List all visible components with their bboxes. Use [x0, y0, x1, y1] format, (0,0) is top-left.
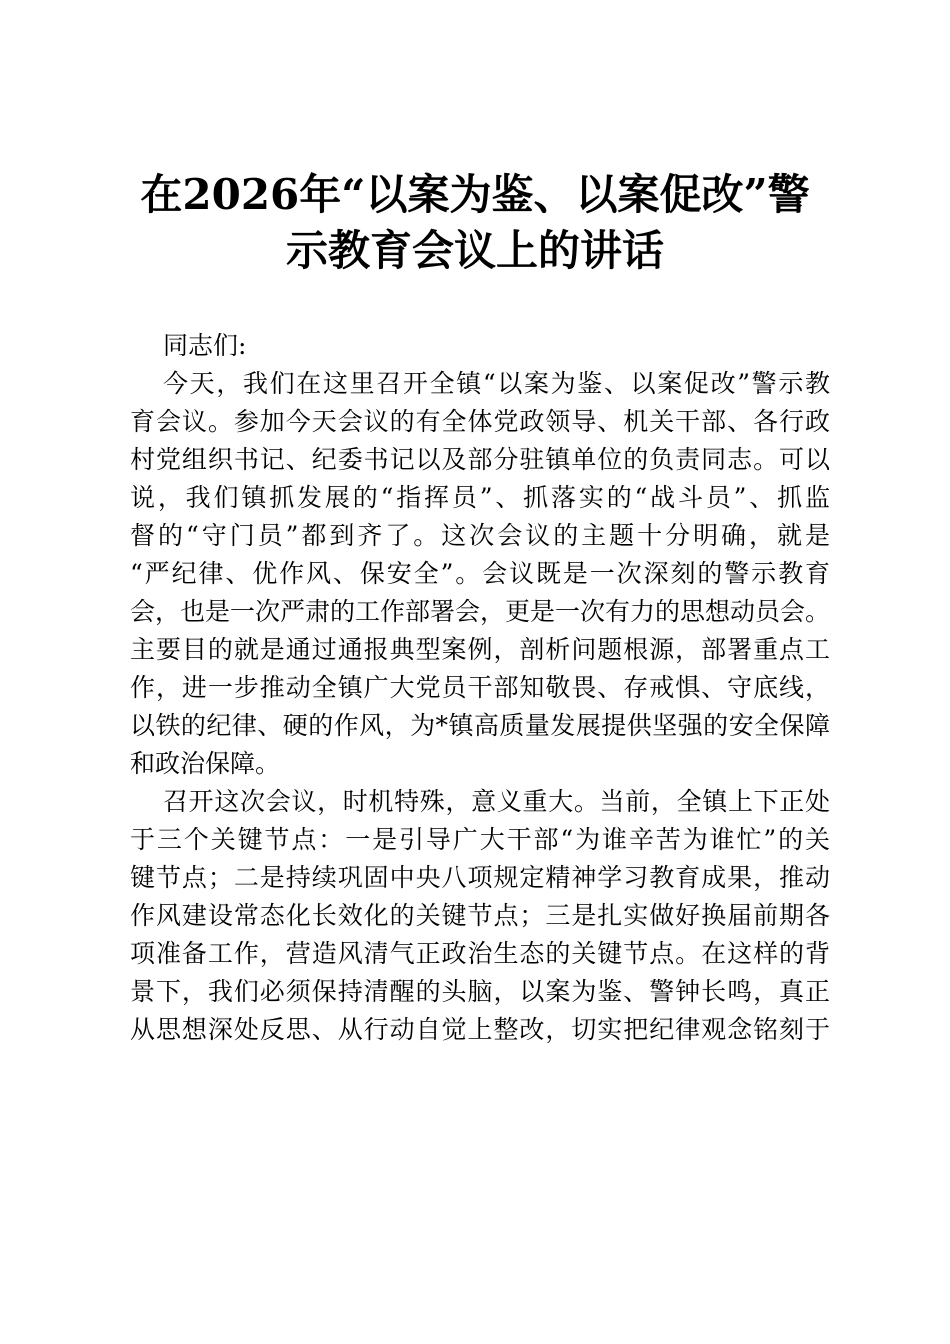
salutation: 同志们: [163, 331, 247, 360]
paragraph-line: 于三个关键节点：一是引导广大干部“为谁辛苦为谁忙”的关 [130, 825, 830, 854]
paragraph-line: 和政治保障。 [130, 749, 281, 778]
paragraph-line: 作，进一步推动全镇广大党员干部知敬畏、存戒惧、守底线， [130, 673, 830, 702]
paragraph-2 [130, 783, 830, 1049]
paragraph-line: 以铁的纪律、硬的作风，为*镇高质量发展提供坚强的安全保障 [130, 711, 830, 740]
document-body [130, 327, 830, 1049]
paragraph-line: 今天，我们在这里召开全镇“以案为鉴、以案促改”警示教 [163, 369, 830, 398]
paragraph-line: 从思想深处反思、从行动自觉上整改，切实把纪律观念铭刻于 [130, 1015, 830, 1044]
paragraph-line: 键节点；二是持续巩固中央八项规定精神学习教育成果，推动 [130, 863, 830, 892]
paragraph-line: 说，我们镇抓发展的“指挥员”、抓落实的“战斗员”、抓监 [130, 483, 830, 512]
paragraph-line: 作风建设常态化长效化的关键节点；三是扎实做好换届前期各 [130, 901, 830, 930]
paragraph-line: 召开这次会议，时机特殊，意义重大。当前，全镇上下正处 [163, 787, 830, 816]
document-title-line-1: 在2026年“以案为鉴、以案促改”警 [140, 170, 810, 219]
paragraph-1 [130, 365, 830, 783]
paragraph-line: 主要目的就是通过通报典型案例，剖析问题根源，部署重点工 [130, 635, 830, 664]
document-title-line-2: 示教育会议上的讲话 [285, 226, 664, 275]
paragraph-line: 督的“守门员”都到齐了。这次会议的主题十分明确，就是 [130, 521, 830, 550]
paragraph-line: 育会议。参加今天会议的有全体党政领导、机关干部、各行政 [130, 407, 830, 436]
paragraph-line: 项准备工作，营造风清气正政治生态的关键节点。在这样的背 [130, 939, 830, 968]
paragraph-line: 景下，我们必须保持清醒的头脑，以案为鉴、警钟长鸣，真正 [130, 977, 830, 1006]
paragraph-line: 会，也是一次严肃的工作部署会，更是一次有力的思想动员会。 [130, 597, 830, 626]
paragraph-line: 村党组织书记、纪委书记以及部分驻镇单位的负责同志。可以 [130, 445, 830, 474]
paragraph-line: “严纪律、优作风、保安全”。会议既是一次深刻的警示教育 [130, 559, 830, 588]
